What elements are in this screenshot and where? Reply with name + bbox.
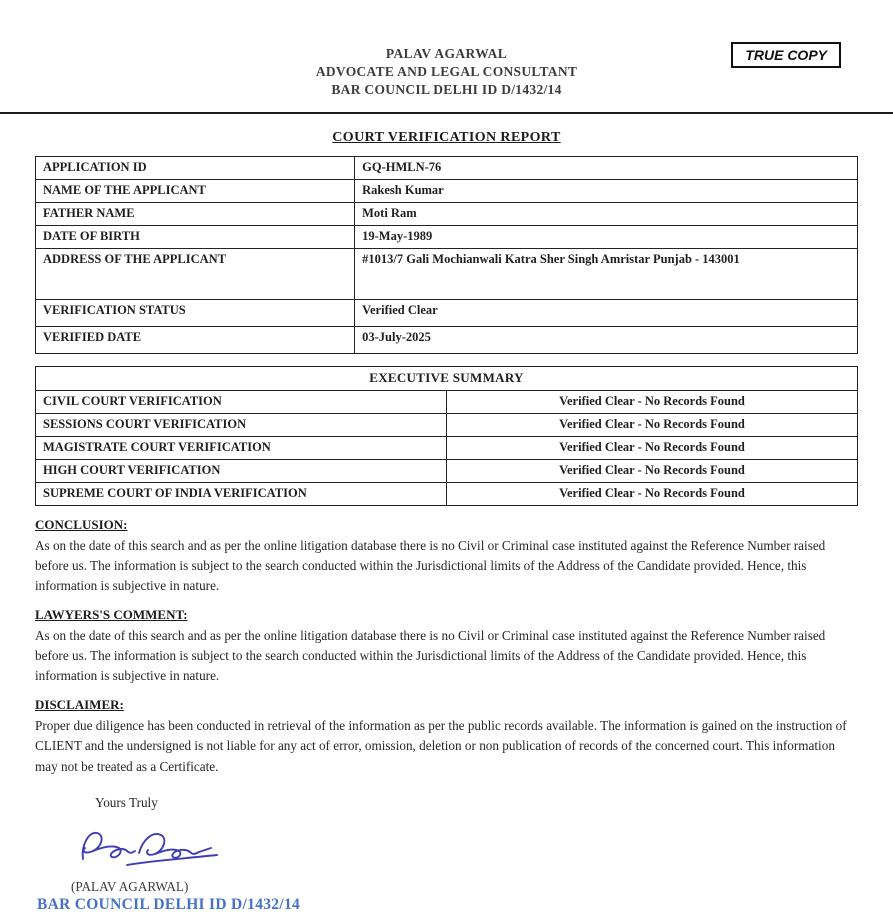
field-label: NAME OF THE APPLICANT	[36, 180, 355, 203]
disclaimer-body: Proper due diligence has been conducted in retrieval of the information as per the public records available. The information is gained on the instruction of CLIENT and the undersigned is not liable for any act of error, omission, deletion or non publication of records of the concerned court. This information may not be treated as a Certificate.	[35, 718, 847, 774]
closing-line: Yours Truly	[95, 794, 158, 810]
row-verification-status	[36, 300, 858, 327]
conclusion-body: As on the date of this search and as per the online litigation database there is no Civil or Criminal case instituted against the Reference Number raised before us. The information is subject to the search conducted within the Jurisdictional limits of the Address of the Candidate provided. Hence, this information is subjective in nature.	[35, 538, 826, 594]
handwritten-signature	[69, 821, 858, 877]
field-label: ADDRESS OF THE APPLICANT	[36, 249, 355, 300]
report-title: COURT VERIFICATION REPORT	[332, 130, 561, 145]
field-value: Moti Ram	[355, 203, 858, 226]
disclaimer-heading: DISCLAIMER:	[35, 697, 124, 713]
section-conclusion	[35, 517, 858, 596]
court-result: Verified Clear - No Records Found	[447, 414, 858, 437]
signature-ink-icon	[69, 821, 234, 877]
row-verified-date	[36, 327, 858, 354]
conclusion-heading: CONCLUSION:	[35, 517, 128, 532]
true-copy-label: TRUE COPY	[745, 47, 827, 63]
row-civil-court	[36, 391, 858, 414]
court-label: SUPREME COURT OF INDIA VERIFICATION	[36, 483, 447, 506]
lawyers-comment-heading: LAWYERS'S COMMENT:	[35, 607, 188, 623]
court-result: Verified Clear - No Records Found	[447, 437, 858, 460]
header-divider	[0, 112, 893, 114]
court-result: Verified Clear - No Records Found	[447, 460, 858, 483]
field-label: APPLICATION ID	[36, 157, 355, 180]
advocate-title: ADVOCATE AND LEGAL CONSULTANT	[315, 64, 578, 79]
row-father-name	[36, 203, 858, 226]
row-high-court	[36, 460, 858, 483]
summary-header: EXECUTIVE SUMMARY	[36, 367, 858, 391]
court-label: SESSIONS COURT VERIFICATION	[36, 414, 447, 437]
field-value: Verified Clear	[355, 300, 858, 327]
executive-summary-table	[35, 366, 858, 506]
row-date-of-birth	[36, 226, 858, 249]
field-label: DATE OF BIRTH	[36, 226, 355, 249]
row-applicant-name	[36, 180, 858, 203]
field-label: VERIFIED DATE	[36, 327, 355, 354]
row-supreme-court	[36, 483, 858, 506]
row-address	[36, 249, 858, 300]
section-lawyers-comment	[35, 607, 858, 686]
court-result: Verified Clear - No Records Found	[447, 391, 858, 414]
advocate-bar-id: BAR COUNCIL DELHI ID D/1432/14	[331, 82, 562, 97]
field-label: VERIFICATION STATUS	[36, 300, 355, 327]
court-result: Verified Clear - No Records Found	[447, 483, 858, 506]
section-disclaimer	[35, 697, 858, 776]
lawyers-comment-body: As on the date of this search and as per the online litigation database there is no Civil or Criminal case instituted against the Reference Number raised before us. The information is subject to the search conducted within the Jurisdictional limits of the Address of the Candidate provided. Hence, this information is subjective in nature.	[35, 628, 826, 684]
signatory-name: (PALAV AGARWAL)	[71, 878, 189, 894]
row-sessions-court	[36, 414, 858, 437]
field-value: 03-July-2025	[355, 327, 858, 354]
signatory-bar-id: BAR COUNCIL DELHI ID D/1432/14	[37, 895, 301, 913]
field-value: 19-May-1989	[355, 226, 858, 249]
report-sections	[35, 517, 858, 914]
court-label: CIVIL COURT VERIFICATION	[36, 391, 447, 414]
court-label: MAGISTRATE COURT VERIFICATION	[36, 437, 447, 460]
applicant-details-table	[35, 156, 858, 354]
field-value: #1013/7 Gali Mochianwali Katra Sher Singh Amristar Punjab - 143001	[355, 249, 858, 300]
summary-header-row	[36, 367, 858, 391]
court-label: HIGH COURT VERIFICATION	[36, 460, 447, 483]
advocate-name: PALAV AGARWAL	[385, 46, 508, 61]
field-label: FATHER NAME	[36, 203, 355, 226]
row-application-id	[36, 157, 858, 180]
row-magistrate-court	[36, 437, 858, 460]
field-value: GQ-HMLN-76	[355, 157, 858, 180]
true-copy-stamp	[731, 42, 841, 68]
field-value: Rakesh Kumar	[355, 180, 858, 203]
